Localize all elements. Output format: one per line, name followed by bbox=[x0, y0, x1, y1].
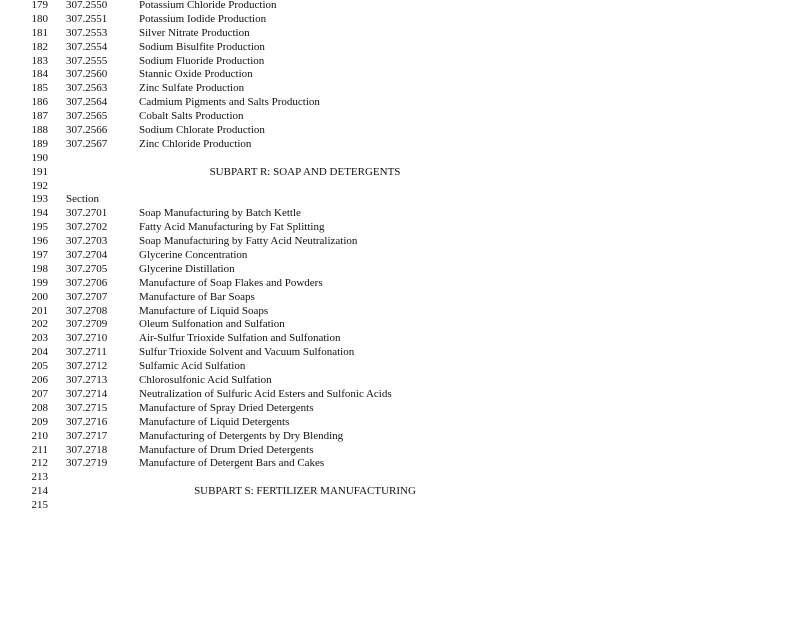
section-title: Air-Sulfur Trioxide Sulfation and Sulfonation bbox=[139, 332, 341, 345]
section-title: Cobalt Salts Production bbox=[139, 110, 244, 123]
line-number: 195 bbox=[31, 221, 48, 234]
line-number: 200 bbox=[31, 290, 48, 303]
subpart-heading-row bbox=[0, 166, 800, 180]
section-number: 307.2563 bbox=[66, 82, 108, 95]
section-number: 307.2564 bbox=[66, 96, 108, 109]
section-number: 307.2550 bbox=[66, 0, 108, 11]
line-number: 212 bbox=[31, 457, 48, 470]
section-row bbox=[0, 305, 800, 319]
line-number: 215 bbox=[31, 499, 48, 512]
section-title: Zinc Chloride Production bbox=[139, 137, 252, 150]
line-number: 203 bbox=[31, 332, 48, 345]
section-number: 307.2719 bbox=[66, 457, 108, 470]
section-row bbox=[0, 416, 800, 430]
section-number: 307.2554 bbox=[66, 40, 108, 53]
section-row bbox=[0, 110, 800, 124]
line-number: 188 bbox=[31, 124, 48, 137]
section-number: 307.2565 bbox=[66, 110, 108, 123]
section-number: 307.2716 bbox=[66, 415, 108, 428]
line-number: 186 bbox=[31, 96, 48, 109]
line-number: 183 bbox=[31, 54, 48, 67]
line-number: 209 bbox=[31, 415, 48, 428]
blank-row bbox=[0, 180, 800, 194]
line-number: 202 bbox=[31, 318, 48, 331]
section-row bbox=[0, 249, 800, 263]
section-number: 307.2560 bbox=[66, 68, 108, 81]
line-number: 193 bbox=[31, 193, 48, 206]
section-row bbox=[0, 235, 800, 249]
line-number: 187 bbox=[31, 110, 48, 123]
line-number: 190 bbox=[31, 151, 48, 164]
section-title: Zinc Sulfate Production bbox=[139, 82, 245, 95]
line-number: 207 bbox=[31, 387, 48, 400]
section-number: 307.2714 bbox=[66, 387, 108, 400]
section-number: 307.2718 bbox=[66, 443, 108, 456]
line-number: 194 bbox=[31, 207, 48, 220]
line-number: 213 bbox=[31, 471, 48, 484]
subpart-heading-row bbox=[0, 485, 800, 499]
section-title: Manufacturing of Detergents by Dry Blending bbox=[139, 429, 344, 442]
line-number: 210 bbox=[31, 429, 48, 442]
section-number: 307.2710 bbox=[66, 332, 108, 345]
section-title: Potassium Iodide Production bbox=[139, 12, 267, 25]
section-row bbox=[0, 360, 800, 374]
blank-row bbox=[0, 471, 800, 485]
section-title: Sodium Chlorate Production bbox=[139, 124, 265, 137]
section-title: Manufacture of Soap Flakes and Powders bbox=[139, 276, 323, 289]
section-number: 307.2555 bbox=[66, 54, 108, 67]
section-row bbox=[0, 444, 800, 458]
section-number: 307.2701 bbox=[66, 207, 108, 220]
section-number: 307.2566 bbox=[66, 124, 108, 137]
section-row bbox=[0, 374, 800, 388]
line-number: 196 bbox=[31, 235, 48, 248]
blank-row bbox=[0, 499, 800, 513]
section-row bbox=[0, 55, 800, 69]
section-number: 307.2709 bbox=[66, 318, 108, 331]
subpart-heading: SUBPART R: SOAP AND DETERGENTS bbox=[209, 165, 401, 178]
section-row bbox=[0, 0, 800, 13]
section-title: Cadmium Pigments and Salts Production bbox=[139, 96, 320, 109]
section-title: Manufacture of Liquid Detergents bbox=[139, 415, 290, 428]
line-number: 182 bbox=[31, 40, 48, 53]
section-row bbox=[0, 27, 800, 41]
section-title: Oleum Sulfonation and Sulfation bbox=[139, 318, 285, 331]
section-row bbox=[0, 68, 800, 82]
section-row bbox=[0, 332, 800, 346]
section-title: Glycerine Concentration bbox=[139, 249, 248, 262]
section-number: 307.2708 bbox=[66, 304, 108, 317]
section-column-label: Section bbox=[66, 193, 99, 206]
line-number: 211 bbox=[31, 443, 48, 456]
blank-row bbox=[0, 152, 800, 166]
section-title: Silver Nitrate Production bbox=[139, 26, 250, 39]
section-number: 307.2715 bbox=[66, 401, 108, 414]
section-title: Manufacture of Bar Soaps bbox=[139, 290, 255, 303]
section-title: Chlorosulfonic Acid Sulfation bbox=[139, 374, 272, 387]
section-number: 307.2707 bbox=[66, 290, 108, 303]
section-number: 307.2712 bbox=[66, 360, 108, 373]
section-title: Sodium Bisulfite Production bbox=[139, 40, 265, 53]
section-title: Manufacture of Liquid Soaps bbox=[139, 304, 269, 317]
line-number: 201 bbox=[31, 304, 48, 317]
section-row bbox=[0, 277, 800, 291]
line-number: 180 bbox=[31, 12, 48, 25]
section-title: Manufacture of Detergent Bars and Cakes bbox=[139, 457, 325, 470]
line-number: 205 bbox=[31, 360, 48, 373]
section-title: Potassium Chloride Production bbox=[139, 0, 277, 11]
section-row bbox=[0, 263, 800, 277]
section-number: 307.2704 bbox=[66, 249, 108, 262]
section-row bbox=[0, 138, 800, 152]
subpart-heading: SUBPART S: FERTILIZER MANUFACTURING bbox=[194, 485, 416, 498]
section-number: 307.2553 bbox=[66, 26, 108, 39]
section-row bbox=[0, 457, 800, 471]
line-number: 199 bbox=[31, 276, 48, 289]
section-row bbox=[0, 291, 800, 305]
line-number: 179 bbox=[31, 0, 48, 11]
section-number: 307.2713 bbox=[66, 374, 108, 387]
section-title: Sulfur Trioxide Solvent and Vacuum Sulfonation bbox=[139, 346, 355, 359]
section-title: Soap Manufacturing by Batch Kettle bbox=[139, 207, 301, 220]
section-title: Manufacture of Drum Dried Detergents bbox=[139, 443, 314, 456]
section-title: Stannic Oxide Production bbox=[139, 68, 253, 81]
line-number: 204 bbox=[31, 346, 48, 359]
section-number: 307.2703 bbox=[66, 235, 108, 248]
line-number: 206 bbox=[31, 374, 48, 387]
line-number: 208 bbox=[31, 401, 48, 414]
section-title: Sodium Fluoride Production bbox=[139, 54, 265, 67]
section-title: Glycerine Distillation bbox=[139, 262, 235, 275]
section-row bbox=[0, 41, 800, 55]
section-row bbox=[0, 82, 800, 96]
section-row bbox=[0, 402, 800, 416]
section-number: 307.2567 bbox=[66, 137, 108, 150]
line-number: 189 bbox=[31, 137, 48, 150]
line-number: 197 bbox=[31, 249, 48, 262]
section-row bbox=[0, 318, 800, 332]
section-row bbox=[0, 221, 800, 235]
section-title: Neutralization of Sulfuric Acid Esters and Sulfonic Acids bbox=[139, 387, 392, 400]
section-number: 307.2702 bbox=[66, 221, 108, 234]
section-row bbox=[0, 430, 800, 444]
section-title: Fatty Acid Manufacturing by Fat Splitting bbox=[139, 221, 325, 234]
section-title: Sulfamic Acid Sulfation bbox=[139, 360, 246, 373]
line-number: 181 bbox=[31, 26, 48, 39]
section-number: 307.2706 bbox=[66, 276, 108, 289]
line-number: 191 bbox=[31, 165, 48, 178]
section-row bbox=[0, 124, 800, 138]
line-number: 198 bbox=[31, 262, 48, 275]
section-number: 307.2705 bbox=[66, 262, 108, 275]
line-number: 185 bbox=[31, 82, 48, 95]
section-number: 307.2711 bbox=[66, 346, 107, 359]
section-row bbox=[0, 96, 800, 110]
line-number: 192 bbox=[31, 179, 48, 192]
section-number: 307.2551 bbox=[66, 12, 108, 25]
section-number: 307.2717 bbox=[66, 429, 108, 442]
section-row bbox=[0, 193, 800, 207]
section-title: Manufacture of Spray Dried Detergents bbox=[139, 401, 314, 414]
section-row bbox=[0, 13, 800, 27]
line-number: 214 bbox=[31, 485, 48, 498]
section-row bbox=[0, 207, 800, 221]
section-row bbox=[0, 346, 800, 360]
section-row bbox=[0, 388, 800, 402]
section-title: Soap Manufacturing by Fatty Acid Neutralization bbox=[139, 235, 358, 248]
line-number: 184 bbox=[31, 68, 48, 81]
